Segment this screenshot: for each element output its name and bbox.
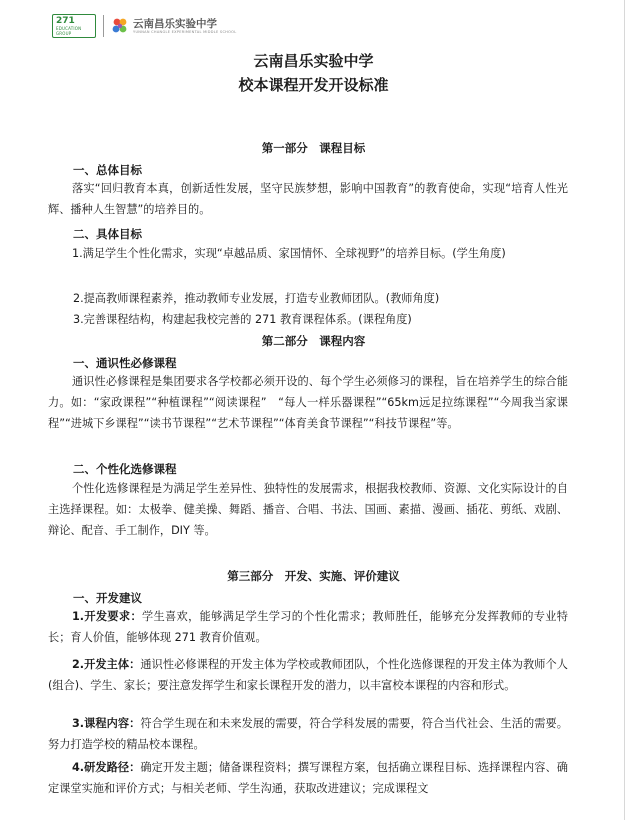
part3-subheading-1: 一、开发建议 bbox=[73, 591, 142, 605]
group-logo bbox=[52, 14, 96, 38]
part1-subheading-2: 二、具体目标 bbox=[73, 227, 142, 241]
part1-item-3: 3.完善课程结构，构建起我校完善的 271 教育课程体系。(课程角度) bbox=[73, 313, 412, 326]
part3-item-4-label: 4.研发路径： bbox=[72, 761, 141, 774]
part3-item-3-text: 符合学生现在和未来发展的需要，符合学科发展的需要，符合当代社会、生活的需要。努力打造学校的精品校本课程。 bbox=[48, 717, 568, 751]
logo-sub1: EDUCATION bbox=[56, 25, 82, 31]
part3-item-1-label: 1.开发要求： bbox=[72, 610, 142, 623]
part3-item-1 bbox=[48, 606, 568, 648]
school-emblem-icon bbox=[111, 17, 129, 35]
part1-subheading-1: 一、总体目标 bbox=[73, 163, 142, 177]
school-name-en: YUNNAN CHANGLE EXPERIMENTAL MIDDLE SCHOOL bbox=[133, 29, 237, 34]
part3-item-2-text: 通识性必修课程的开发主体为学校或教师团队，个性化选修课程的开发主体为教师个人(组合)、学生、家长；要注意发挥学生和家长课程开发的潜力，以丰富校本课程的内容和形式。 bbox=[48, 658, 568, 692]
part3-item-2 bbox=[48, 654, 568, 696]
header-logo bbox=[52, 12, 236, 40]
part2-paragraph-2: 个性化选修课程是为满足学生差异性、独特性的发展需求，根据我校教师、资源、文化实际设计的自主选择课程。如：太极拳、健美操、舞蹈、播音、合唱、书法、国画、素描、漫画、插花、剪纸、戏剧、辩论、配音、手工制作，DIY 等。 bbox=[48, 482, 568, 537]
part3-item-4-text: 确定开发主题；储备课程资料；撰写课程方案，包括确立课程目标、选择课程内容、确定课堂实施和评价方式；与相关老师、学生沟通，获取改进建议；完成课程文 bbox=[48, 761, 568, 795]
part2-heading: 第二部分 课程内容 bbox=[261, 334, 366, 348]
part3-item-4 bbox=[48, 757, 568, 799]
school-name: 云南昌乐实验中学 bbox=[133, 17, 217, 30]
part2-subheading-1: 一、通识性必修课程 bbox=[73, 356, 177, 370]
doc-title-line1: 云南昌乐实验中学 bbox=[253, 52, 374, 70]
logo-number: 271 bbox=[56, 15, 75, 26]
part3-item-1-text: 学生喜欢，能够满足学生学习的个性化需求；教师胜任，能够充分发挥教师的专业特长；育人价值，能够体现 271 教育价值观。 bbox=[48, 610, 568, 644]
logo-sub2: GROUP bbox=[56, 30, 72, 36]
logo-divider bbox=[103, 15, 104, 37]
part3-heading: 第三部分 开发、实施、评价建议 bbox=[227, 569, 400, 583]
part1-goal-text: 落实“回归教育本真，创新适性发展，坚守民族梦想，影响中国教育”的教育使命，实现“培育人性光辉、播种人生智慧”的培养目的。 bbox=[48, 182, 568, 216]
part3-item-2-label: 2.开发主体： bbox=[72, 658, 141, 671]
part3-item-3 bbox=[48, 713, 568, 755]
part1-heading: 第一部分 课程目标 bbox=[261, 141, 366, 155]
part2-paragraph-1: 通识性必修课程是集团要求各学校都必须开设的、每个学生必须修习的课程，旨在培养学生的综合能力。如：“家政课程”“种植课程”“阅读课程” “每人一样乐器课程”“65km远足拉练课程”“今周我当家课程”“进城下乡课程”“读书节课程”“艺术节课程”“体育美食节课程”“科技节课程”等。 bbox=[48, 375, 568, 430]
part1-item-1: 1.满足学生个性化需求，实现“卓越品质、家国情怀、全球视野”的培养目标。(学生角度) bbox=[72, 247, 506, 260]
doc-title-line2: 校本课程开发开设标准 bbox=[238, 76, 389, 94]
part2-subheading-2: 二、个性化选修课程 bbox=[73, 462, 177, 476]
part1-item-2: 2.提高教师课程素养，推动教师专业发展，打造专业教师团队。(教师角度) bbox=[73, 292, 440, 305]
part3-item-3-label: 3.课程内容： bbox=[72, 717, 141, 730]
